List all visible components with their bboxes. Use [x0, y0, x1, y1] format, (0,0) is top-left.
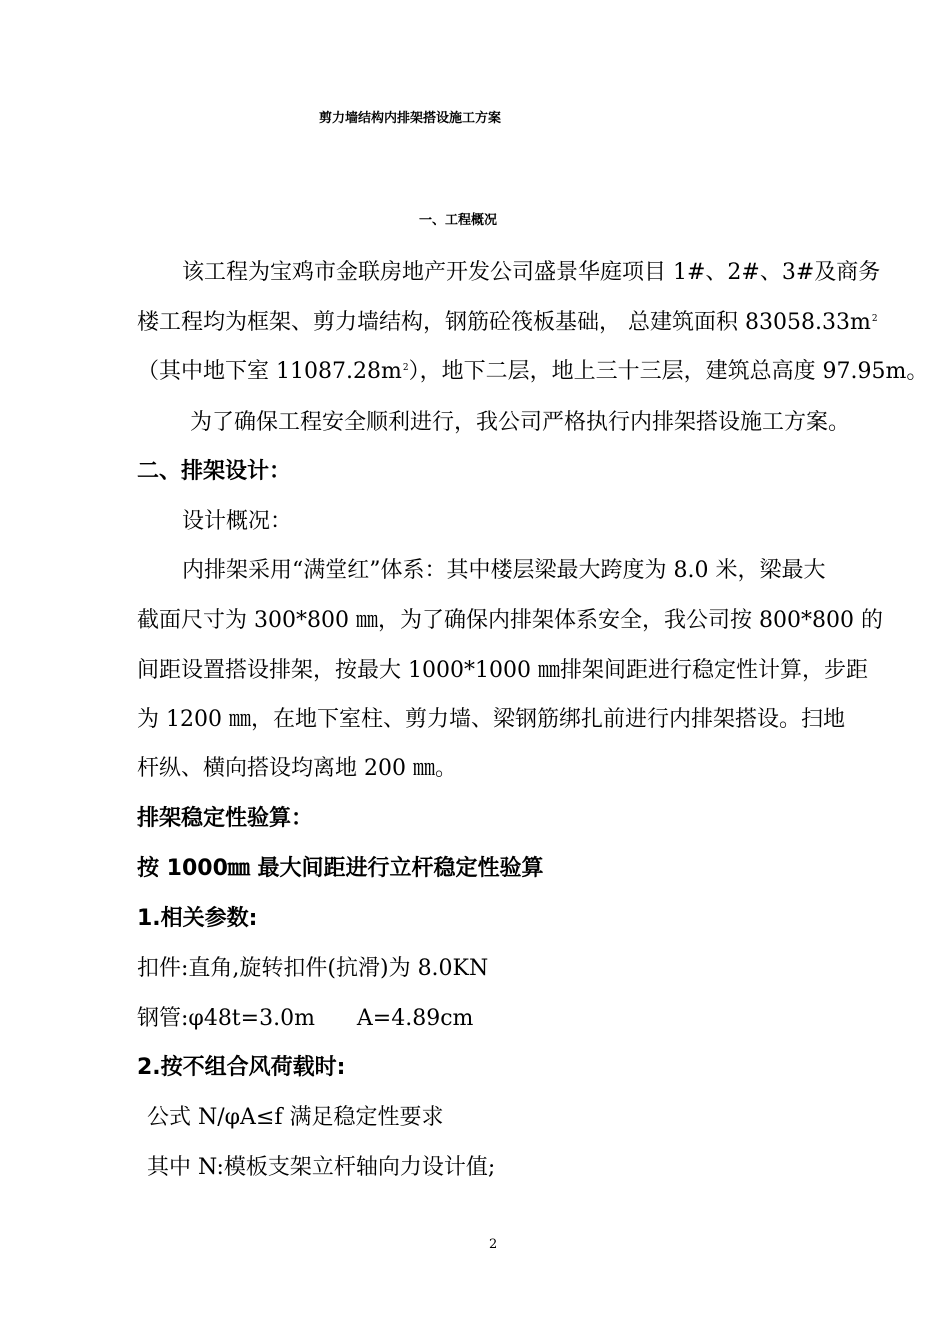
- heading-no-wind-load: 2.按不组合风荷载时:: [137, 1055, 346, 1080]
- paragraph-line: 为 1200 ㎜，在地下室柱、剪力墙、梁钢筋绑扎前进行内排架搭设。扫地: [137, 707, 845, 732]
- param-steel-pipe: 钢管:φ48t=3.0m A=4.89cm: [137, 1006, 474, 1031]
- paragraph-line: 内排架采用“满堂红”体系：其中楼层梁最大跨度为 8.0 米，梁最大: [182, 558, 826, 583]
- paragraph-line: （其中地下室 $11087.28m^2$），地下二层，地上三十三层，建筑总高度 97.95m。: [137, 359, 929, 384]
- paragraph-line: 为了确保工程安全顺利进行，我公司严格执行内排架搭设施工方案。: [190, 410, 851, 435]
- section-heading-overview: 一、工程概况: [419, 213, 498, 228]
- heading-stability-spacing: 按 1000㎜ 最大间距进行立杆稳定性验算: [137, 856, 544, 881]
- document-title: 剪力墙结构内排架搭设施工方案: [319, 111, 502, 126]
- heading-related-params: 1.相关参数:: [137, 906, 258, 931]
- paragraph-line: 该工程为宝鸡市金联房地产开发公司盛景华庭项目 1#、2#、3#及商务: [182, 260, 881, 285]
- param-fastener: 扣件:直角,旋转扣件(抗滑)为 8.0KN: [137, 956, 489, 981]
- paragraph-line: 杆纵、横向搭设均离地 200 ㎜。: [137, 756, 457, 781]
- paragraph-line: 楼工程均为框架、剪力墙结构，钢筋砼筏板基础， 总建筑面积 $83058.33m^2$: [137, 310, 878, 335]
- page-number: 2: [489, 1237, 498, 1252]
- section-heading-design: 二、排架设计：: [137, 459, 292, 484]
- paragraph-line: 间距设置搭设排架，按最大 1000*1000 ㎜排架间距进行稳定性计算，步距: [137, 658, 868, 683]
- paragraph-line: 截面尺寸为 300*800 ㎜，为了确保内排架体系安全，我公司按 800*800 的: [137, 608, 883, 633]
- heading-stability-check: 排架稳定性验算：: [137, 806, 314, 831]
- subheading-design-overview: 设计概况：: [182, 509, 293, 534]
- formula-line: 公式 N/φA≤f 满足稳定性要求: [147, 1105, 444, 1130]
- formula-definition-n: 其中 N:模板支架立杆轴向力设计值;: [147, 1155, 496, 1180]
